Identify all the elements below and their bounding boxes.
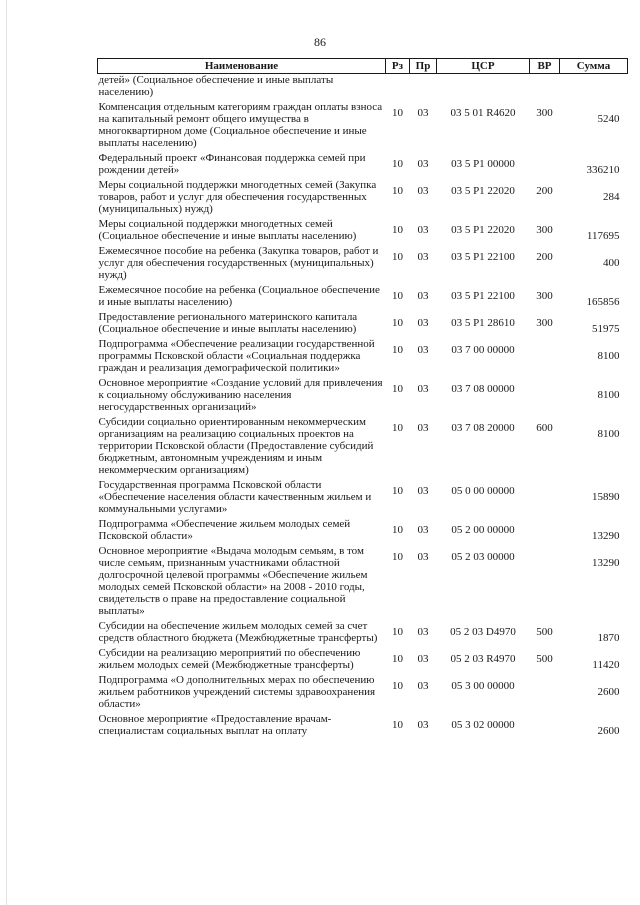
cell-vr	[530, 545, 560, 620]
cell-name: Ежемесячное пособие на ребенка (Социальное обеспечение и иные выплаты населению)	[98, 284, 380, 308]
cell-sum: 1870	[597, 632, 620, 644]
cell-name: Меры социальной поддержки многодетных семей (Закупка товаров, работ и услуг для обеспечения государственных (муниципальных) нужд)	[98, 179, 377, 215]
cell-csr: 05 0 00 00000	[451, 485, 515, 497]
cell-rz: 10	[392, 344, 403, 356]
table-row	[98, 338, 628, 377]
cell-pr: 03	[417, 626, 429, 638]
cell-name: Подпрограмма «Обеспечение реализации государственной программы Псковской области «Социальная поддержка граждан и реализация демографической политики»	[98, 338, 375, 374]
table-body	[98, 74, 628, 741]
table-row	[98, 479, 628, 518]
cell-vr	[530, 479, 560, 518]
cell-pr: 03	[417, 653, 429, 665]
table-row	[98, 674, 628, 713]
cell-vr: 600	[536, 422, 553, 434]
cell-rz: 10	[392, 653, 403, 665]
cell-pr: 03	[417, 224, 429, 236]
cell-vr: 300	[536, 107, 553, 119]
cell-pr: 03	[417, 383, 429, 395]
cell-sum: 400	[603, 257, 620, 269]
cell-csr: 03 5 P1 22020	[451, 224, 515, 236]
table-row	[98, 284, 628, 311]
cell-sum: 11420	[592, 659, 620, 671]
cell-rz: 10	[392, 680, 403, 692]
cell-csr: 03 5 P1 22100	[451, 251, 515, 263]
cell-pr: 03	[417, 251, 429, 263]
table-row	[98, 218, 628, 245]
table-row	[98, 518, 628, 545]
cell-csr: 03 7 08 00000	[451, 383, 515, 395]
cell-vr	[530, 713, 560, 740]
cell-csr: 05 2 03 D4970	[450, 626, 516, 638]
cell-pr: 03	[417, 344, 429, 356]
header-sum: Сумма	[560, 59, 628, 74]
table-row	[98, 101, 628, 152]
cell-sum	[560, 74, 628, 102]
cell-sum: 165856	[586, 296, 620, 308]
cell-rz: 10	[392, 290, 403, 302]
budget-table-container	[97, 58, 627, 740]
cell-pr: 03	[417, 719, 429, 731]
cell-pr: 03	[417, 158, 429, 170]
cell-rz: 10	[392, 185, 403, 197]
cell-sum: 8100	[597, 389, 620, 401]
cell-vr: 500	[536, 653, 553, 665]
cell-rz: 10	[392, 551, 403, 563]
cell-csr: 05 3 02 00000	[451, 719, 515, 731]
cell-name: Федеральный проект «Финансовая поддержка семей при рождении детей»	[98, 152, 366, 176]
cell-sum: 2600	[597, 725, 620, 737]
cell-rz: 10	[392, 626, 403, 638]
cell-name: детей» (Социальное обеспечение и иные выплаты населению)	[98, 74, 334, 98]
cell-pr: 03	[417, 290, 429, 302]
cell-csr	[437, 74, 530, 102]
cell-rz: 10	[392, 383, 403, 395]
cell-pr: 03	[417, 185, 429, 197]
cell-csr: 03 5 P1 28610	[451, 317, 515, 329]
budget-table	[97, 58, 628, 740]
cell-name: Компенсация отдельным категориям граждан оплаты взноса на капитальный ремонт общего имущества в многоквартирном доме (Социальное обеспечение и иные выплаты населению)	[98, 101, 383, 149]
cell-pr: 03	[417, 551, 429, 563]
cell-pr: 03	[417, 107, 429, 119]
table-header-row	[98, 59, 628, 74]
cell-csr: 05 2 03 R4970	[450, 653, 516, 665]
table-row	[98, 620, 628, 647]
cell-rz: 10	[392, 158, 403, 170]
cell-rz: 10	[392, 107, 403, 119]
table-row	[98, 545, 628, 620]
cell-csr: 05 2 00 00000	[451, 524, 515, 536]
table-row	[98, 74, 628, 102]
cell-pr: 03	[417, 485, 429, 497]
cell-sum: 2600	[597, 686, 620, 698]
cell-vr	[530, 152, 560, 179]
cell-name: Основное мероприятие «Выдача молодым семьям, в том числе семьям, признанным участниками областной долгосрочной целевой программы «Обеспечение жильем молодых семей Псковской области» на 2008 - 2010 годы, свидетельств о праве на предоставление социальной выплаты»	[98, 545, 368, 617]
cell-name: Подпрограмма «О дополнительных мерах по обеспечению жильем работников учреждений системы здравоохранения области»	[98, 674, 376, 710]
cell-rz	[386, 74, 410, 102]
cell-rz: 10	[392, 524, 403, 536]
cell-sum: 51975	[592, 323, 620, 335]
table-row	[98, 377, 628, 416]
cell-rz: 10	[392, 485, 403, 497]
header-pr: Пр	[410, 59, 437, 74]
cell-sum: 8100	[597, 428, 620, 440]
cell-csr: 03 7 00 00000	[451, 344, 515, 356]
table-row	[98, 179, 628, 218]
table-row	[98, 416, 628, 479]
cell-name: Подпрограмма «Обеспечение жильем молодых семей Псковской области»	[98, 518, 351, 542]
cell-sum: 8100	[597, 350, 620, 362]
cell-name: Основное мероприятие «Создание условий для привлечения к социальному обслуживанию населения негосударственных организаций»	[98, 377, 383, 413]
cell-name: Основное мероприятие «Предоставление врачам-специалистам социальных выплат на оплату	[98, 713, 332, 737]
cell-sum: 284	[603, 191, 620, 203]
cell-sum: 117695	[586, 230, 620, 242]
cell-pr: 03	[417, 422, 429, 434]
cell-vr	[530, 377, 560, 416]
cell-name: Меры социальной поддержки многодетных семей (Социальное обеспечение и иные выплаты населению)	[98, 218, 357, 242]
cell-csr: 05 3 00 00000	[451, 680, 515, 692]
cell-rz: 10	[392, 224, 403, 236]
cell-name: Субсидии на реализацию мероприятий по обеспечению жильем молодых семей (Межбюджетные трансферты)	[98, 647, 361, 671]
cell-rz: 10	[392, 422, 403, 434]
cell-vr: 500	[536, 626, 553, 638]
table-row	[98, 311, 628, 338]
cell-vr	[530, 74, 560, 102]
cell-vr: 300	[536, 290, 553, 302]
cell-pr: 03	[417, 524, 429, 536]
cell-rz: 10	[392, 719, 403, 731]
cell-name: Ежемесячное пособие на ребенка (Закупка товаров, работ и услуг для обеспечения государственных (муниципальных) нужд)	[98, 245, 379, 281]
table-row	[98, 152, 628, 179]
cell-rz: 10	[392, 251, 403, 263]
cell-vr: 200	[536, 185, 553, 197]
cell-vr	[530, 518, 560, 545]
cell-vr	[530, 338, 560, 377]
cell-csr: 03 5 01 R4620	[450, 107, 516, 119]
cell-csr: 03 5 P1 22020	[451, 185, 515, 197]
cell-name: Предоставление регионального материнского капитала (Социальное обеспечение и иные выплаты населению)	[98, 311, 358, 335]
cell-csr: 03 5 P1 00000	[451, 158, 515, 170]
cell-name: Субсидии социально ориентированным некоммерческим организациям на реализацию социальных проектов на территории Псковской области (Предоставление субсидий бюджетным, автономным учреждениям и иным некоммерческим организациям)	[98, 416, 374, 476]
cell-vr: 200	[536, 251, 553, 263]
cell-vr	[530, 674, 560, 713]
cell-sum: 13290	[592, 530, 620, 542]
scan-edge-line	[6, 0, 7, 905]
cell-vr: 300	[536, 224, 553, 236]
header-rz: Рз	[386, 59, 410, 74]
header-csr: ЦСР	[437, 59, 530, 74]
cell-csr: 05 2 03 00000	[451, 551, 515, 563]
cell-pr: 03	[417, 317, 429, 329]
header-name: Наименование	[98, 59, 386, 74]
cell-sum: 13290	[592, 557, 620, 569]
header-vr: ВР	[530, 59, 560, 74]
cell-pr	[410, 74, 437, 102]
cell-name: Субсидии на обеспечение жильем молодых семей за счет средств областного бюджета (Межбюджетные трансферты)	[98, 620, 378, 644]
cell-sum: 15890	[592, 491, 620, 503]
cell-csr: 03 7 08 20000	[451, 422, 515, 434]
table-row	[98, 647, 628, 674]
cell-rz: 10	[392, 317, 403, 329]
cell-pr: 03	[417, 680, 429, 692]
cell-name: Государственная программа Псковской области «Обеспечение населения области качественным жильем и коммунальными услугами»	[98, 479, 372, 515]
cell-csr: 03 5 P1 22100	[451, 290, 515, 302]
cell-vr: 300	[536, 317, 553, 329]
page-number: 86	[314, 35, 326, 49]
cell-sum: 5240	[597, 113, 620, 125]
table-row	[98, 713, 628, 740]
cell-sum: 336210	[586, 164, 620, 176]
table-row	[98, 245, 628, 284]
